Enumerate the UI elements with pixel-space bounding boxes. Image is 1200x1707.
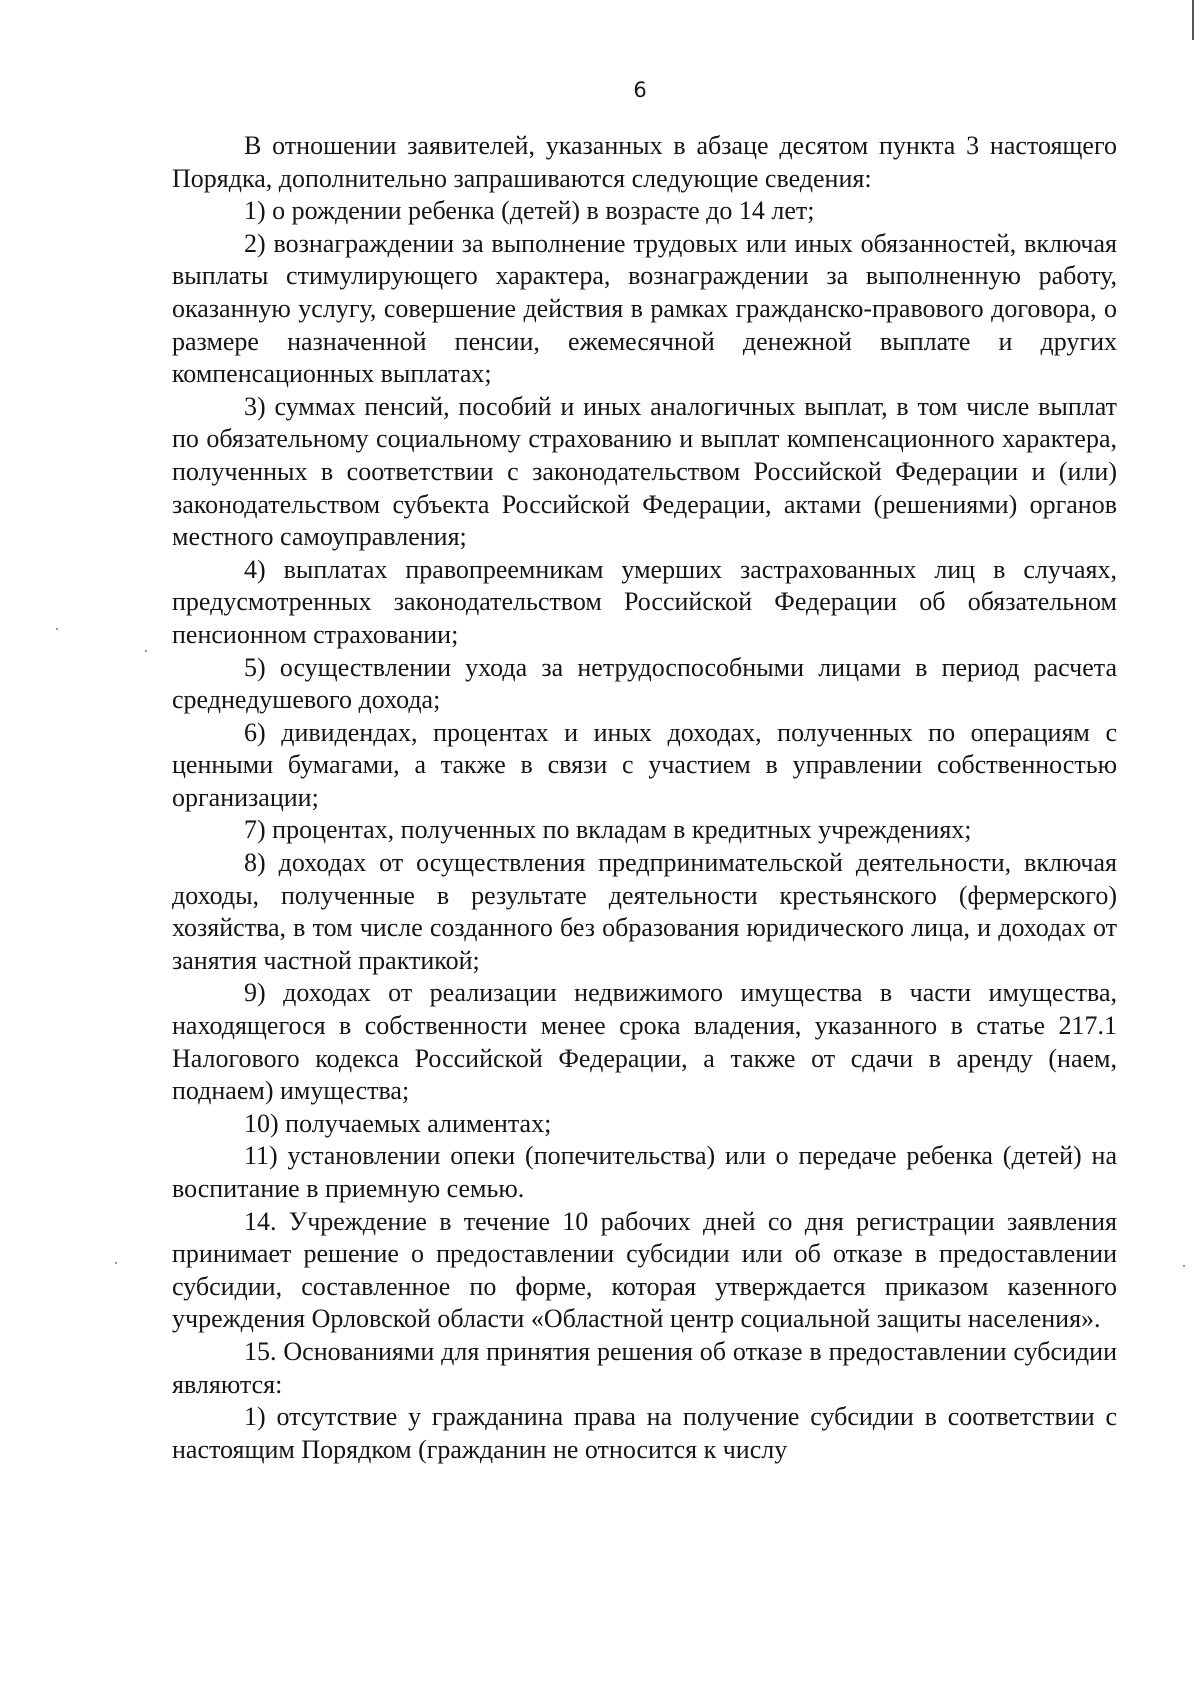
list-item-11: 11) установлении опеки (попечительства) или о передаче ребенка (детей) на воспитание в приемную семью. — [172, 1141, 1117, 1203]
list-item-3: 3) суммах пенсий, пособий и иных аналогичных выплат, в том числе выплат по обязательному социальному страхованию и выплат компенсационного характера, полученных в соответствии с законодательством Российской Федерации и (или) законодательством субъекта Российской Федерации, актами (решениями) органов местного самоуправления; — [172, 391, 1117, 552]
scan-edge-mark — [1192, 0, 1194, 40]
page-number: 6 — [633, 78, 647, 102]
scan-speck — [145, 650, 147, 652]
section-15: 15. Основаниями для принятия решения об отказе в предоставлении субсидии являются: — [172, 1336, 1117, 1399]
paragraph-intro: В отношении заявителей, указанных в абзаце десятом пункта 3 настоящего Порядка, дополнительно запрашиваются следующие сведения: — [172, 131, 1117, 193]
scan-speck — [115, 1262, 117, 1264]
list-item-8: 8) доходах от осуществления предпринимательской деятельности, включая доходы, полученные в результате деятельности крестьянского (фермерского) хозяйства, в том числе созданного без образования юридического лица, и доходах от занятия частной практикой; — [172, 848, 1117, 975]
list-item-4: 4) выплатах правопреемникам умерших застрахованных лиц в случаях, предусмотренных законодательством Российской Федерации об обязательном пенсионном страховании; — [172, 554, 1117, 649]
section-15-item-1: 1) отсутствие у гражданина права на получение субсидии в соответствии с настоящим Порядком (гражданин не относится к числу — [172, 1402, 1117, 1464]
section-14: 14. Учреждение в течение 10 рабочих дней со дня регистрации заявления принимает решение о предоставлении субсидии или об отказе в предоставлении субсидии, составленное по форме, которая утверждается приказом казенного учреждения Орловской области «Областной центр социальной защиты населения». — [172, 1206, 1117, 1334]
list-item-7: 7) процентах, полученных по вкладам в кредитных учреждениях; — [244, 815, 972, 845]
list-item-5: 5) осуществлении ухода за нетрудоспособными лицами в период расчета среднедушевого дохода; — [172, 652, 1117, 715]
list-item-2: 2) вознаграждении за выполнение трудовых или иных обязанностей, включая выплаты стимулирующего характера, вознаграждении за выполненную работу, оказанную услугу, совершение действия в рамках гражданско-правового договора, о размере назначенной пенсии, ежемесячной денежной выплате и других компенсационных выплатах; — [172, 228, 1117, 389]
list-item-10: 10) получаемых алиментах; — [244, 1108, 552, 1138]
document-body — [172, 130, 1117, 1466]
list-item-6: 6) дивидендах, процентах и иных доходах, полученных по операциям с ценными бумагами, а также в связи с участием в управлении собственностью организации; — [172, 717, 1117, 812]
scan-speck — [56, 628, 58, 630]
list-item-1: 1) о рождении ребенка (детей) в возрасте до 14 лет; — [244, 196, 815, 226]
scan-speck — [1183, 1265, 1185, 1267]
list-item-9: 9) доходах от реализации недвижимого имущества в части имущества, находящегося в собственности менее срока владения, указанного в статье 217.1 Налогового кодекса Российской Федерации, а также от сдачи в аренду (наем, поднаем) имущества; — [172, 978, 1117, 1106]
